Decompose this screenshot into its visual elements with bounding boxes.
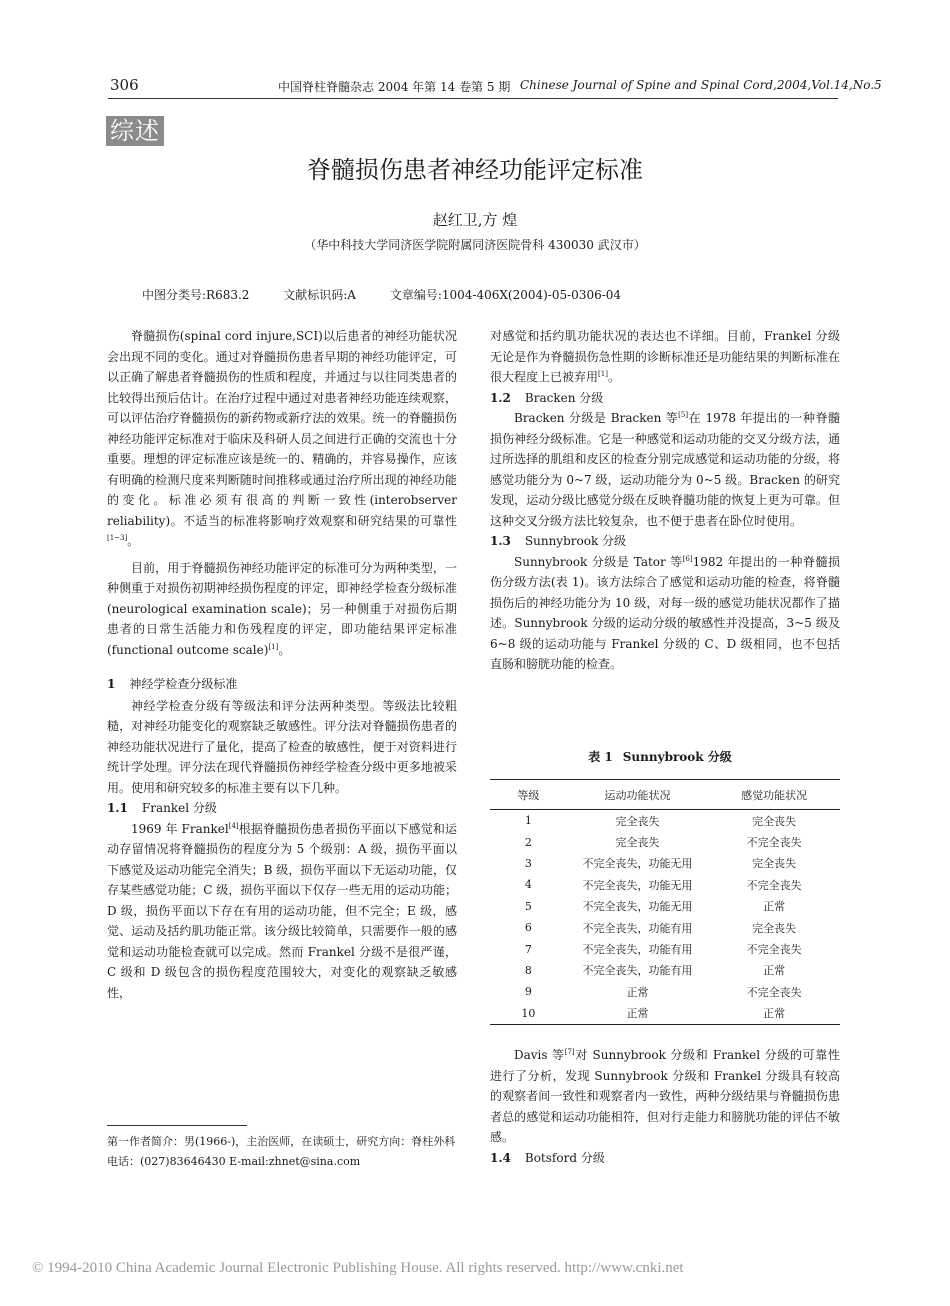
paragraph: 神经学检查分级有等级法和评分法两种类型。等级法比较粗糙，对神经功能变化的观察缺乏敏感性。评分法对脊髓损伤患者的神经功能状况进行了量化，提高了检查的敏感性，便于对资料进行统计学处理。评分法在现代脊髓损伤神经学检查分级中更多地被采用。使用和研究较多的标准主要有以下几种。 [107,698,457,795]
header-rule [108,98,838,99]
table-cell: 10 [490,1003,567,1025]
table-cell: 不完全丧失，功能有用 [582,964,693,978]
table-cell: 不完全丧失，功能无用 [582,857,693,871]
table-cell: 7 [524,942,532,956]
footnote-rule [107,1125,247,1126]
table-cell: 不完全丧失 [746,878,802,892]
section-heading-1-2: 1.2 Bracken 分级 [490,390,604,405]
table-cell: 8 [524,963,532,977]
contact-info: 电话：(027)83646430 E-mail:zhnet@sina.com [107,1155,361,1168]
paragraph: 对感觉和括约肌功能状况的表达也不详细。目前，Frankel 分级无论是作为脊髓损伤急性期的诊断标准还是功能结果的判断标准在很大程度上已被弃用[1]。 [490,329,840,384]
table-cell: 正常 [626,985,649,999]
table-cell: 不完全丧失 [746,836,802,850]
paragraph: 1969 年 Frankel[4]根据脊髓损伤患者损伤平面以下感觉和运动存留情况将脊髓损伤的程度分为 5 个级别：A 级，损伤平面以下感觉及运动功能完全消失；B 级，损伤平面以下无运动功能，仅存某些感觉功能；C 级，损伤平面以下仅存一些无用的运动功能；D 级，损伤平面以下存在有用的运动功能，但不完全；E 级，感觉、运动及括约肌功能正常。该分级比较简单，只需要作一般的感觉和运动功能检查就可以完成。然而 Frankel 分级不是很严谨，C 级和 D 级包含的损伤程度范围较大，对变化的观察缺乏敏感性， [107,821,457,1000]
table-cell: 完全丧失 [615,814,660,828]
table-cell: 正常 [708,1003,840,1025]
citation: [1] [268,642,279,651]
table-cell: 正常 [567,1003,709,1025]
journal-name-en: Chinese Journal of Spine and Spinal Cord,2004,Vol.14,No.5 [520,78,882,92]
citation: [7] [564,1048,575,1056]
classification-number: 中图分类号:R683.2 [142,288,250,302]
classification-line [142,286,649,303]
table-cell: 不完全丧失 [746,943,802,957]
table-cell: 完全丧失 [752,814,797,828]
left-column [107,326,457,1003]
article-authors: 赵红卫,方 煌 [432,211,518,229]
page-number: 306 [110,76,139,94]
sunnybrook-table [490,779,840,1025]
article-title: 脊髓损伤患者神经功能评定标准 [307,156,643,184]
citation: [1~3] [107,534,128,542]
table-cell: 3 [524,856,532,870]
citation: [1] [598,370,608,378]
table-cell: 5 [524,899,532,913]
author-info: 第一作者简介：男(1966-)，主治医师，在读硕士，研究方向：脊柱外科 [107,1135,456,1148]
table-cell: 不完全丧失，功能无用 [582,900,693,914]
table-header-cell: 运动功能状况 [567,780,709,810]
table-row [490,917,840,938]
table-row [490,874,840,895]
table-row [490,810,840,832]
table-row [490,831,840,852]
table-cell: 完全丧失 [752,921,797,935]
table-cell: 不完全丧失，功能无用 [582,878,693,892]
copyright-notice: © 1994-2010 China Academic Journal Electronic Publishing House. All rights reserved. http://www.cnki.net [32,1260,684,1276]
right-column-continued [490,1045,840,1168]
table-cell: 不完全丧失，功能有用 [582,921,693,935]
right-column [490,326,840,675]
table-row [490,853,840,874]
table-cell: 正常 [763,900,786,914]
table-cell: 不完全丧失，功能有用 [582,943,693,957]
table-row [490,896,840,917]
table-header-row [490,780,840,810]
table-row [490,981,840,1002]
citation: [5] [678,411,689,419]
table-cell: 1 [524,814,532,828]
section-heading-1: 1 神经学检查分级标准 [107,677,238,691]
article-number: 文章编号:1004-406X(2004)-05-0306-04 [389,288,622,302]
table-cell: 9 [524,985,532,999]
table-row [490,960,840,981]
table-header-cell: 感觉功能状况 [708,780,840,810]
table-cell: 正常 [763,964,786,978]
footnote [107,1132,457,1172]
paragraph: 目前，用于脊髓损伤神经功能评定的标准可分为两种类型，一种侧重于对损伤初期神经损伤程度的评定，即神经学检查分级标准(neurological examination scale)；另一种侧重于对损伤后期患者的日常生活能力和伤残程度的评定，即功能结果评定标准(functional outcome scale)[1]。 [107,560,457,657]
section-heading-1-1: 1.1 Frankel 分级 [107,801,217,815]
table-header-cell: 等级 [490,780,567,810]
table-caption: 表 1 Sunnybrook 分级 [588,750,732,764]
journal-name-cn: 中国脊柱脊髓杂志 2004 年第 14 卷第 5 期 [278,80,511,94]
citation: [6] [682,554,693,563]
article-affiliation: （华中科技大学同济医学院附属同济医院骨科 430030 武汉市） [304,238,646,252]
table-cell: 不完全丧失 [746,985,802,999]
table-cell: 6 [524,921,532,935]
table-cell: 4 [524,878,532,892]
document-code: 文献标识码:A [283,288,356,302]
table-cell: 2 [524,835,532,849]
section-tag: 综述 [106,116,164,146]
section-heading-1-3: 1.3 Sunnybrook 分级 [490,534,627,548]
paragraph: Davis 等[7]对 Sunnybrook 分级和 Frankel 分级的可靠性进行了分析，发现 Sunnybrook 分级和 Frankel 分级具有较高的观察者间一致性和观察者内一致性，两种分级结果与脊髓损伤患者总的感觉和运动功能相符，但对行走能力和膀胱功能的评估不敏感。 [490,1048,840,1144]
table-cell: 完全丧失 [752,857,797,871]
table-row [490,938,840,959]
table-cell: 完全丧失 [615,836,660,850]
section-heading-1-4: 1.4 Botsford 分级 [490,1150,605,1165]
table-row [490,1003,840,1025]
citation: [4] [228,821,239,830]
paragraph: Bracken 分级是 Bracken 等[5]在 1978 年提出的一种脊髓损伤神经分级标准。它是一种感觉和运动功能的交叉分级方法，通过所选择的肌组和皮区的检查分别完成感觉和运动功能的分级，将感觉功能分为 0~7 级，运动功能分为 0~5 级。Bracken 的研究发现，运动分级比感觉分级在反映脊髓功能的恢复上更为可靠。但这种交叉分级方法比较复杂，也不便于患者在卧位时使用。 [490,411,841,528]
paragraph: Sunnybrook 分级是 Tator 等[6]1982 年提出的一种脊髓损伤分级方法(表 1)。该方法综合了感觉和运动功能的检查，将脊髓损伤后的神经功能分为 10 级，对每一级的感觉功能状况都作了描述。Sunnybrook 分级的运动分级的敏感性并没提高，3~5 级及 6~8 级的运动功能与 Frankel 分级的 C、D 级相同，也不包括直肠和膀胱功能的检查。 [490,554,841,671]
paragraph: 脊髓损伤(spinal cord injure,SCI)以后患者的神经功能状况会出现不同的变化。通过对脊髓损伤患者早期的神经功能评定，可以正确了解患者脊髓损伤的性质和程度，并通过与以往同类患者的比较得出预后估计。在治疗过程中通过对患者神经功能连续观察，可以评估治疗脊髓损伤的新药物或新疗法的效果。统一的脊髓损伤神经功能评定标准对于临床及科研人员之间进行正确的交流也十分重要。理想的评定标准应该是统一的、精确的，并容易操作，应该有明确的检测尺度来判断随时间推移或通过治疗所出现的神经功能的变化。标准必须有很高的判断一致性(interobserver reliability)。不适当的标准将影响疗效观察和研究结果的可靠性[1~3]。 [107,329,457,548]
